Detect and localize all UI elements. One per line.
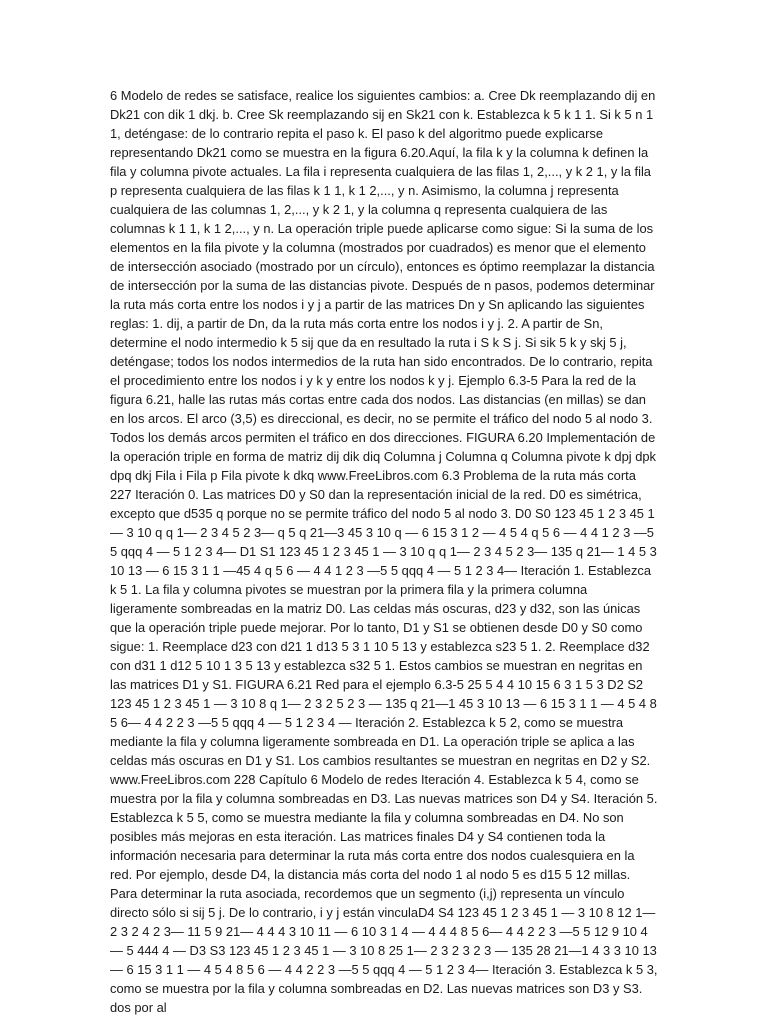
- body-paragraph: 6 Modelo de redes se satisface, realice los siguientes cambios: a. Cree Dk reemplazando dij en Dk21 con dik 1 dkj. b. Cree Sk reemplazando sij en Sk21 con k. Establezca k 5 k 1 1. Si k 5 n 1 1, deténgase: de lo contrario repita el paso k. El paso k del algoritmo puede explicarse representando Dk21 como se muestra en la figura 6.20.Aquí, la fila k y la columna k definen la fila y columna pivote actuales. La fila i representa cualquiera de las filas 1, 2,..., y k 2 1, y la fila p representa cualquiera de las filas k 1 1, k 1 2,..., y n. Asimismo, la columna j representa cualquiera de las columnas 1, 2,..., y k 2 1, y la columna q representa cualquiera de las columnas k 1 1, k 1 2,..., y n. La operación triple puede aplicarse como sigue: Si la suma de los elementos en la fila pivote y la columna (mostrados por cuadrados) es menor que el elemento de intersección asociado (mostrado por un círculo), entonces es óptimo reemplazar la distancia de intersección por la suma de las distancias pivote. Después de n pasos, podemos determinar la ruta más corta entre los nodos i y j a partir de las matrices Dn y Sn aplicando las siguientes reglas: 1. dij, a partir de Dn, da la ruta más corta entre los nodos i y j. 2. A partir de Sn, determine el nodo intermedio k 5 sij que da en resultado la ruta i S k S j. Si sik 5 k y skj 5 j, deténgase; todos los nodos intermedios de la ruta han sido encontrados. De lo contrario, repita el procedimiento entre los nodos i y k y entre los nodos k y j. Ejemplo 6.3-5 Para la red de la figura 6.21, halle las rutas más cortas entre cada dos nodos. Las distancias (en millas) se dan en los arcos. El arco (3,5) es direccional, es decir, no se permite el tráfico del nodo 5 al nodo 3. Todos los demás arcos permiten el tráfico en dos direcciones. FIGURA 6.20 Implementación de la operación triple en forma de matriz dij dik diq Columna j Columna q Columna pivote k dpj dpk dpq dkj Fila i Fila p Fila pivote k dkq www.FreeLibros.com 6.3 Problema de la ruta más corta 227 Iteración 0. Las matrices D0 y S0 dan la representación inicial de la red. D0 es simétrica, excepto que d535 q porque no se permite tráfico del nodo 5 al nodo 3. D0 S0 123 45 1 2 3 45 1 — 3 10 q q 1— 2 3 4 5 2 3— q 5 q 21—3 45 3 10 q — 6 15 3 1 2 — 4 5 4 q 5 6 — 4 4 1 2 3 —5 5 qqq 4 — 5 1 2 3 4— D1 S1 123 45 1 2 3 45 1 — 3 10 q q 1— 2 3 4 5 2 3— 135 q 21— 1 4 5 3 10 13 — 6 15 3 1 1 —45 4 q 5 6 — 4 4 1 2 3 —5 5 qqq 4 — 5 1 2 3 4— Iteración 1. Establezca k 5 1. La fila y columna pivotes se muestran por la primera fila y la primera columna ligeramente sombreadas en la matriz D0. Las celdas más oscuras, d23 y d32, son las únicas que la operación triple puede mejorar. Por lo tanto, D1 y S1 se obtienen desde D0 y S0 como sigue: 1. Reemplace d23 con d21 1 d13 5 3 1 10 5 13 y establezca s23 5 1. 2. Reemplace d32 con d31 1 d12 5 10 1 3 5 13 y establezca s32 5 1. Estos cambios se muestran en negritas en las matrices D1 y S1. FIGURA 6.21 Red para el ejemplo 6.3-5 25 5 4 4 10 15 6 3 1 5 3 D2 S2 123 45 1 2 3 45 1 — 3 10 8 q 1— 2 3 2 5 2 3 — 135 q 21—1 45 3 10 13 — 6 15 3 1 1 — 4 5 4 8 5 6— 4 4 2 2 3 —5 5 qqq 4 — 5 1 2 3 4 — Iteración 2. Establezca k 5 2, como se muestra mediante la fila y columna ligeramente sombreada en D1. La operación triple se aplica a las celdas más oscuras en D1 y S1. Los cambios resultantes se muestran en negritas en D2 y S2. www.FreeLibros.com 228 Capítulo 6 Modelo de redes Iteración 4. Establezca k 5 4, como se muestra por la fila y columna sombreadas en D3. Las nuevas matrices son D4 y S4. Iteración 5. Establezca k 5 5, como se muestra mediante la fila y columna sombreadas en D4. No son posibles más mejoras en esta iteración. Las matrices finales D4 y S4 contienen toda la información necesaria para determinar la ruta más corta entre dos nodos cualesquiera en la red. Por ejemplo, desde D4, la distancia más corta del nodo 1 al nodo 5 es d15 5 12 millas. Para determinar la ruta asociada, recordemos que un segmento (i,j) representa un vínculo directo sólo si sij 5 j. De lo contrario, i y j están vinculaD4 S4 123 45 1 2 3 45 1 — 3 10 8 12 1— 2 3 2 4 2 3— 11 5 9 21— 4 4 4 3 10 11 — 6 10 3 1 4 — 4 4 4 8 5 6— 4 4 2 2 3 —5 5 12 9 10 4— 5 444 4 — D3 S3 123 45 1 2 3 45 1 — 3 10 8 25 1— 2 3 2 3 2 3 — 135 28 21—1 4 3 3 10 13 — 6 15 3 1 1 — 4 5 4 8 5 6 — 4 4 2 2 3 —5 5 qqq 4 — 5 1 2 3 4— Iteración 3. Establezca k 5 3, como se muestra por la fila y columna sombreadas en D2. Las nuevas matrices son D3 y S3. dos por al: [110, 88, 658, 1015]
- document-page: [110, 86, 658, 1017]
